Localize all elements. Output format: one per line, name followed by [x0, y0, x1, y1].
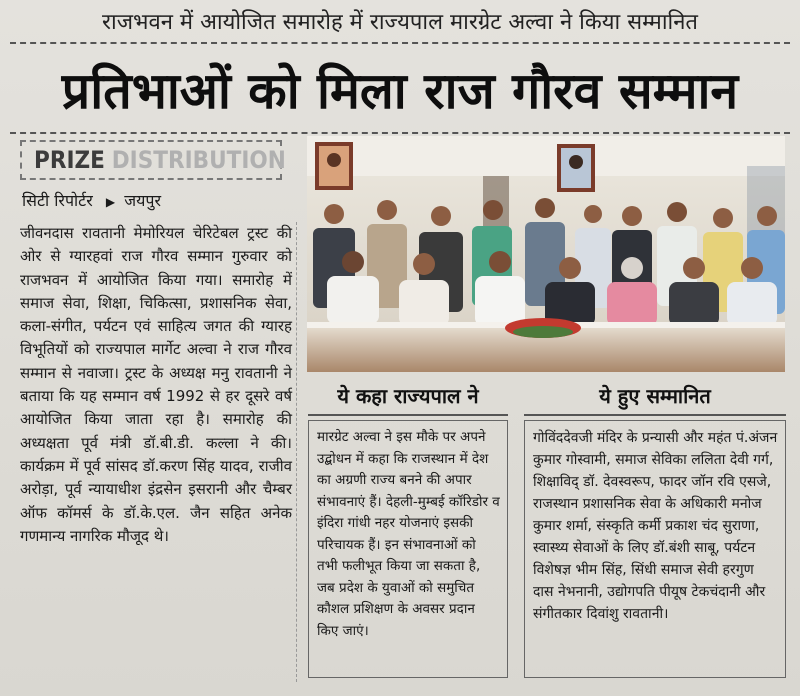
kicker-divider [10, 42, 790, 44]
headline-divider [10, 132, 790, 134]
box2-title: ये हुए सम्मानित [524, 376, 786, 416]
event-photo [307, 136, 785, 372]
governor-quote-box [308, 420, 508, 678]
governor-quote-text: मारग्रेट अल्वा ने इस मौके पर अपने उद्बोधन में कहा कि राजस्थान में देश का अग्रणी राज्य बनने की अपार संभावनाएं हैं। देहली-मुम्बई कॉरिडोर व इंदिरा गांधी नहर योजनाएं इसकी परिचायक हैं। इन संभावनाओं को तभी फलीभूत किया जा सकता है, जब प्रदेश के युवाओं को समुचित कौशल प्रशिक्षण के अवसर प्रदान किए जाएं। [317, 429, 500, 639]
section-tag [20, 140, 286, 180]
main-headline: प्रतिभाओं को मिला राज गौरव सम्मान [61, 62, 739, 120]
section-tag-word-1: PRIZE [34, 146, 105, 174]
box1-title: ये कहा राज्यपाल ने [308, 376, 508, 416]
byline-arrow-icon: ▶ [105, 195, 116, 209]
section-tag-word-2: DISTRIBUTION [111, 146, 286, 174]
column-divider [296, 222, 297, 682]
byline-reporter: सिटी रिपोर्टर [22, 191, 93, 210]
event-photo-image [307, 136, 785, 372]
article-body [20, 222, 292, 688]
honourees-box [524, 420, 786, 678]
honourees-text: गोविंददेवजी मंदिर के प्रन्यासी और महंत पं.अंजन कुमार गोस्वामी, समाज सेविका ललिता देवी गर्ग, शिक्षाविद् डॉ. देवस्वरूप, फादर जॉन रवि एसजे, राजस्थान प्रशासनिक सेवा के अधिकारी मनोज कुमार शर्मा, संस्कृति कर्मी प्रकाश चंद सुराणा, स्वास्थ्य सेवाओं के लिए डॉ.बंशी साबू, पर्यटन विशेषज्ञ भीम सिंह, सिंधी समाज सेवी हरगुण दास नेभनानी, उद्योगपति पीयूष टेकचंदानी और संगीतकार दिवांशु रावतानी। [533, 430, 778, 622]
byline [22, 188, 292, 214]
byline-city: जयपुर [124, 191, 162, 210]
kicker-headline: राजभवन में आयोजित समारोह में राज्यपाल मारग्रेट अल्वा ने किया सम्मानित [102, 10, 698, 35]
article-paragraph: जीवनदास रावतानी मेमोरियल चेरिटेबल ट्रस्ट की ओर से ग्यारहवां राज गौरव सम्मान गुरुवार को राजभवन में आयोजित किया गया। समारोह में समाज सेवा, शिक्षा, चिकित्सा, प्रशासनिक सेवा, कला-संगीत, पर्यटन एवं साहित्य जगत की ग्यारह विभूतियों को राज्यपाल मार्गेट अल्वा ने राज गौरव सम्मान से नवाजा। ट्रस्ट के अध्यक्ष मनु रावतानी ने बताया कि यह सम्मान वर्ष 1992 से हर दूसरे वर्ष आयोजित किया जाता रहा है। समारोह की अध्यक्षता पूर्व मंत्री डॉ.बी.डी. कल्ला ने की। कार्यक्रम में पूर्व सांसद डॉ.करण सिंह यादव, राजीव अरोड़ा, पूर्व न्यायाधीश इंद्रसेन इसरानी और चैम्बर ऑफ कॉमर्स के डॉ.के.एल. जैन सहित अनेक गणमान्य नागरिक मौजूद थे। [20, 224, 292, 545]
